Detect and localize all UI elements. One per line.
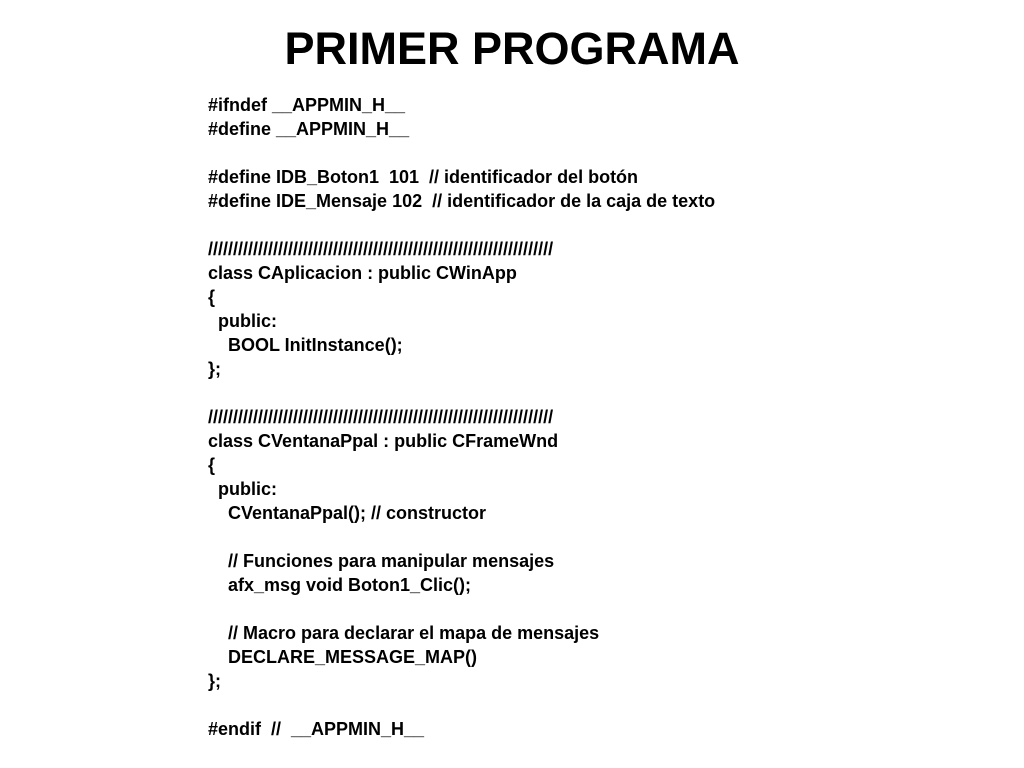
code-line (208, 597, 968, 621)
code-line (208, 213, 968, 237)
code-line: #define IDB_Boton1 101 // identificador del botón (208, 167, 639, 187)
code-line: public: (208, 479, 277, 499)
code-line (208, 525, 968, 549)
code-line: class CVentanaPpal : public CFrameWnd (208, 431, 559, 451)
code-line: // Macro para declarar el mapa de mensajes (208, 623, 600, 643)
code-line: class CAplicacion : public CWinApp (208, 263, 517, 283)
code-line: }; (208, 671, 221, 691)
code-line: #define __APPMIN_H__ (208, 119, 410, 139)
code-line: BOOL InitInstance(); (208, 335, 403, 355)
code-line: #define IDE_Mensaje 102 // identificador de la caja de texto (208, 191, 716, 211)
code-line: ///////////////////////////////////////////////////////////////////// (208, 407, 554, 427)
code-line: }; (208, 359, 221, 379)
code-line: #ifndef __APPMIN_H__ (208, 95, 406, 115)
code-line: DECLARE_MESSAGE_MAP() (208, 647, 478, 667)
slide-title: PRIMER PROGRAMA (284, 23, 740, 74)
code-line: public: (208, 311, 277, 331)
code-line: CVentanaPpal(); // constructor (208, 503, 487, 523)
code-line: ///////////////////////////////////////////////////////////////////// (208, 239, 554, 259)
code-line: #endif // __APPMIN_H__ (208, 719, 425, 739)
code-line (208, 141, 968, 165)
code-line (208, 693, 968, 717)
code-line (208, 381, 968, 405)
code-line: { (208, 287, 216, 307)
code-line: { (208, 455, 216, 475)
code-line: // Funciones para manipular mensajes (208, 551, 555, 571)
code-line: afx_msg void Boton1_Clic(); (208, 575, 472, 595)
code-block (208, 93, 968, 741)
